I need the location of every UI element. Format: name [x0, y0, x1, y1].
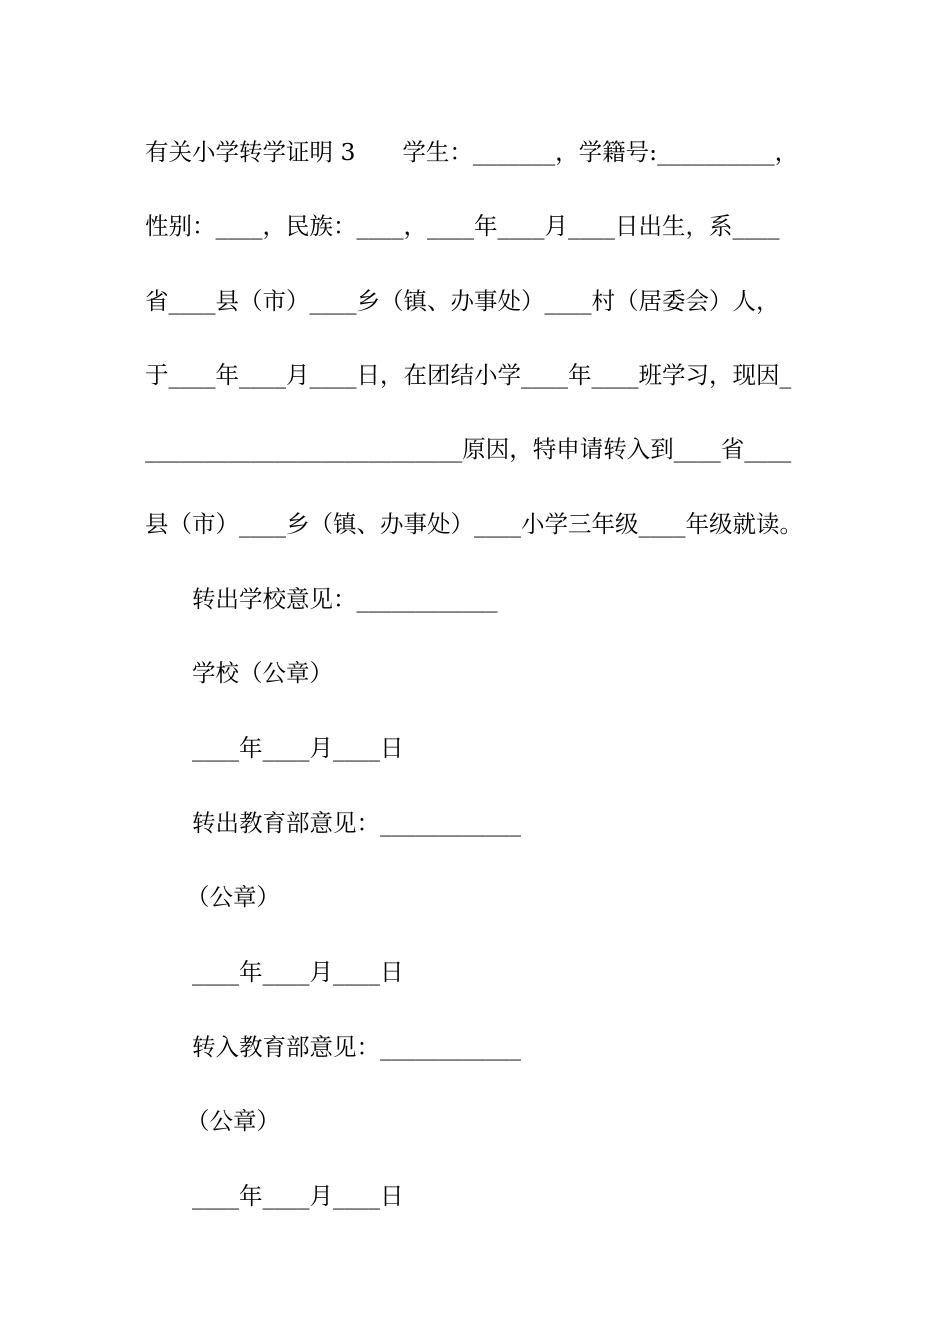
- date-line-2: ____年____月____日: [192, 958, 404, 986]
- paragraph-line-5: ___________________________原因，特申请转入到____省____: [145, 435, 792, 463]
- paragraph-line-6: 县（市）____乡（镇、办事处）____小学三年级____年级就读。: [145, 510, 803, 538]
- date-line-1: ____年____月____日: [192, 734, 404, 762]
- school-seal: 学校（公章）: [192, 659, 333, 687]
- outgoing-education-opinion: 转出教育部意见：____________: [192, 809, 521, 837]
- paragraph-line-1: 有关小学转学证明 3 学生：_______，学籍号:__________，: [145, 138, 799, 166]
- seal-line-1: （公章）: [186, 883, 280, 911]
- seal-line-2: （公章）: [186, 1107, 280, 1135]
- paragraph-line-2: 性别：____，民族：____，____年____月____日出生，系____: [145, 212, 780, 240]
- paragraph-line-4: 于____年____月____日，在团结小学____年____班学习，现因_: [145, 361, 792, 389]
- paragraph-line-3: 省____县（市）____乡（镇、办事处）____村（居委会）人，: [145, 287, 780, 315]
- date-line-3: ____年____月____日: [192, 1182, 404, 1210]
- incoming-education-opinion: 转入教育部意见：____________: [192, 1033, 521, 1061]
- outgoing-school-opinion: 转出学校意见：____________: [192, 585, 498, 613]
